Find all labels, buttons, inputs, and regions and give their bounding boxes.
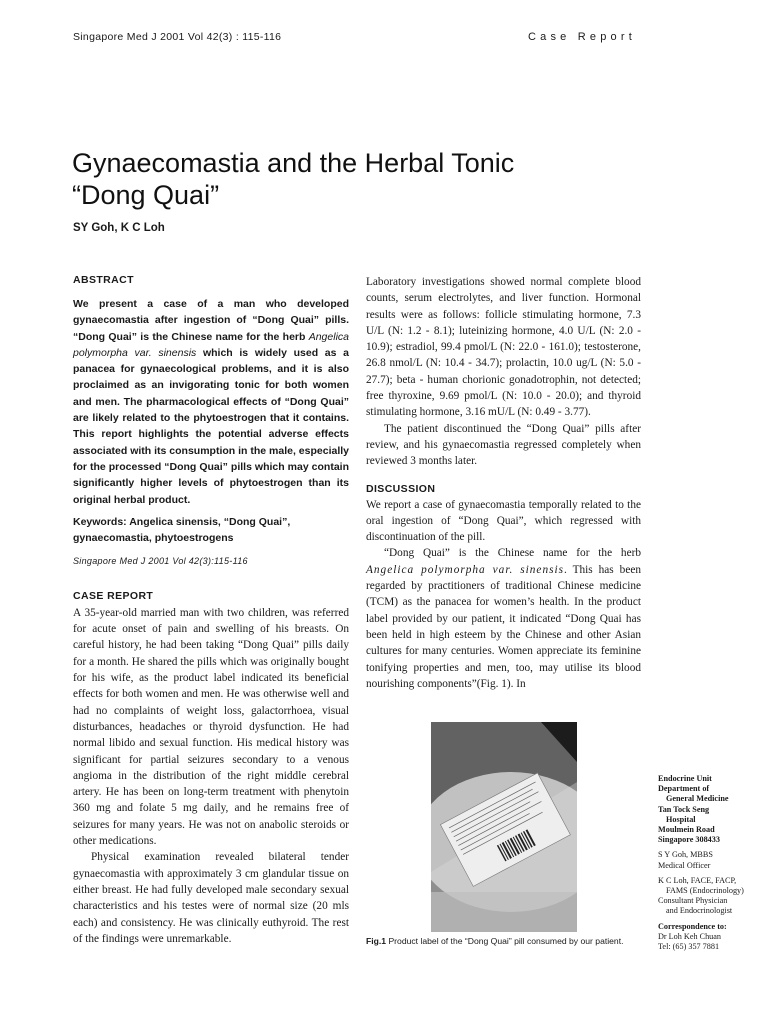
discussion-text-part: . This has been regarded by practitioners of traditional Chinese medicine (TCM) as the panacea for women’s health. In the product label provided by our patient, it indicated “Dong Quai has been held in high esteem by the Chinese and other Asian cultures for many centuries. Women appreciate its feminine tonifying properties and men, too, may utilise its blood nourishing components”(Fig. 1). In (366, 563, 641, 690)
discussion-paragraph (366, 545, 641, 692)
case-report-paragraph: A 35-year-old married man with two children, was referred for acute onset of pain and swelling of his breasts. On careful history, he had been taking “Dong Quai” pills daily for a month. He shared the pills which was originally bought for his wife, as the product label indicated its beneficial effects for both women and men. He was otherwise well and had no complaints of weight loss, galactorrhoea, visual disturbances, headaches or thyroid dysfunction. He had normal libido and sexual function. His medical history was significant for partial seizures secondary to a venous angioma in the distribution of the right middle cerebral artery. He has been on long-term treatment with phenytoin 360 mg and folate 5 mg daily, and he remains free of seizures for many years. He was not on anabolic steroids or other medications. (73, 606, 349, 848)
author2-name-2: FAMS (Endocrinology) (666, 886, 744, 896)
figure-photo (431, 722, 577, 932)
abstract-text-part: which is widely used as a panacea for gynaecological problems, and it is also proclaimed as an invigorating tonic for both women and men. The pharmacological effects of “Dong Quai” are likely related to the phytoestrogen that it contains. This report highlights the potential adverse effects associated with its consumption in the male, especially for the processed “Dong Quai” pills which may contain significantly higher levels of phytoestrogen than its original herbal product. (73, 346, 349, 506)
abstract-heading: ABSTRACT (73, 274, 134, 286)
case-report-heading: CASE REPORT (73, 589, 154, 602)
author2-role: Consultant Physician (658, 896, 728, 906)
abstract-species-name: Angelica polymorpha var. sinensis (73, 330, 349, 359)
affil-unit: Endocrine Unit (658, 774, 712, 783)
correspondence-tel: Tel: (65) 357 7881 (658, 942, 720, 952)
abstract-text (73, 296, 349, 508)
affil-road: Moulmein Road (658, 825, 715, 835)
citation: Singapore Med J 2001 Vol 42(3):115-116 (73, 555, 248, 566)
discussion-heading: DISCUSSION (366, 482, 436, 495)
followup-paragraph: The patient discontinued the “Dong Quai” pills after review, and his gynaecomastia regressed completely when reviewed 3 months later. (366, 422, 641, 468)
affil-city: Singapore 308433 (658, 835, 720, 845)
title-line-1: Gynaecomastia and the Herbal Tonic (72, 148, 515, 178)
lab-paragraph: Laboratory investigations showed normal complete blood counts, serum electrolytes, and liver function. Hormonal results were as follows: follicle stimulating hormone, 7.3 U/L (N: 1.2 - 8.1); luteinizing hormone, 4.0 U/L (N: 2.0 - 10.9); estradiol, 99.4 pmol/L (N: 22.0 - 161.0); testosterone, 26.8 nmol/L (N: 10.4 - 34.7); prolactin, 10.0 ug/L (N: 5.0 - 27.7); beta - human chorionic gonadotrophin, not detected; free thyroxine, 9.69 pmol/L (N: 10.0 - 20.0); and thyroid stimulating hormone, 3.16 mU/L (N: 0.49 - 3.77). (366, 276, 641, 419)
abstract-text-part: We present a case of a man who developed gynaecomastia after ingestion of “Dong Quai” pills. “Dong Quai” is the Chinese name for the herb (73, 298, 349, 343)
article-title (72, 147, 712, 211)
running-head: Singapore Med J 2001 Vol 42(3) : 115-116 (73, 31, 282, 43)
discussion-paragraph: We report a case of gynaecomastia temporally related to the oral ingestion of “Dong Quai”, which regressed with discontinuation of the pill. (366, 498, 641, 544)
affil-hospital-2: Hospital (666, 814, 696, 824)
discussion-species-name: Angelica polymorpha var. sinensis (366, 563, 565, 576)
authors: SY Goh, K C Loh (73, 222, 165, 234)
correspondence-name: Dr Loh Keh Chuan (658, 931, 721, 941)
figure-caption-text: Product label of the “Dong Quai” pill consumed by our patient. (386, 936, 624, 946)
author1-role: Medical Officer (658, 860, 711, 870)
affiliation-block (658, 774, 768, 952)
affil-dept-2: General Medicine (666, 794, 729, 804)
case-report-paragraph: Physical examination revealed bilateral tender gynaecomastia with approximately 3 cm glandular tissue on either breast. He had fully developed male secondary sexual characteristics and his testes were of normal size (20 mls each) and consistency. He was clinically euthyroid. The rest of the findings were unremarkable. (73, 851, 349, 945)
keywords: Keywords: Angelica sinensis, “Dong Quai”, gynaecomastia, phytoestrogens (73, 515, 291, 545)
affil-hospital: Tan Tock Seng (658, 804, 710, 814)
affil-dept: Department of (658, 784, 710, 794)
left-column (73, 274, 349, 947)
bottle-label-image (431, 722, 577, 932)
right-column (366, 274, 641, 692)
discussion-text-part: “Dong Quai” is the Chinese name for the herb (384, 547, 641, 560)
author2-name: K C Loh, FACE, FACP, (658, 875, 737, 885)
section-tag: Case Report (528, 31, 636, 43)
author2-role-2: and Endocrinologist (666, 906, 733, 916)
title-line-2: “Dong Quai” (72, 180, 220, 210)
correspondence-heading: Correspondence to: (658, 921, 727, 931)
figure-caption (366, 936, 656, 946)
figure-label: Fig.1 (366, 936, 387, 946)
author1-name: S Y Goh, MBBS (658, 850, 713, 860)
